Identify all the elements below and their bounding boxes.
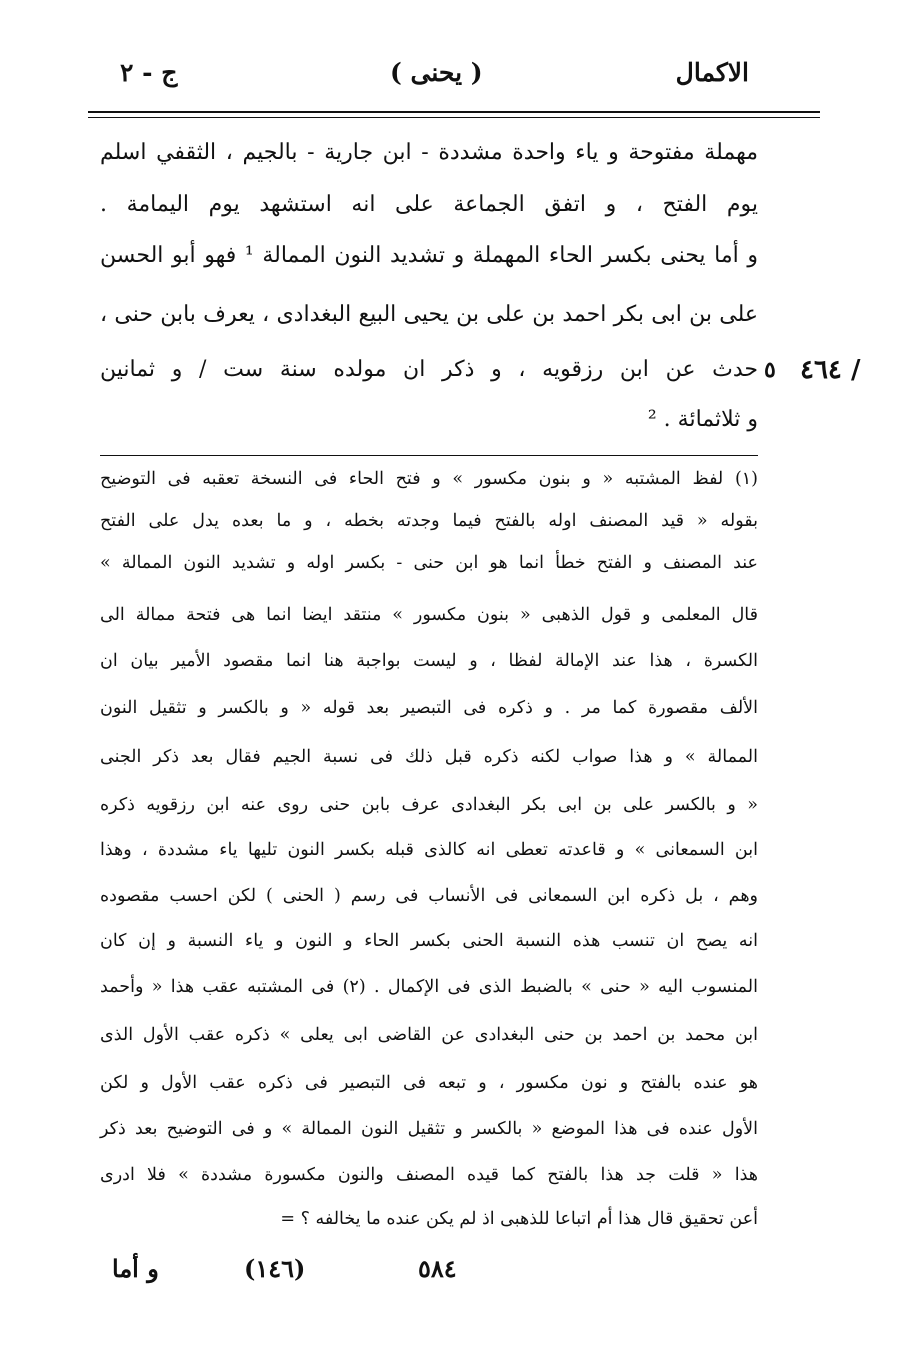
footnote-line: (١) لفظ المشتبه « و بنون مكسور » و فتح الحاء فى النسخة تعقبه فى التوضيح [100, 469, 758, 489]
header-volume: ج - ٢ [120, 58, 178, 87]
bracket-page-number: (١٤٦) [244, 1254, 306, 1283]
header-rule-thin [88, 117, 820, 118]
footnote-line: عند المصنف و الفتح خطأ انما هو ابن حنى - بكسر اوله و تشديد النون الممالة » [100, 553, 758, 573]
footnote-line: وهم ، بل ذكره ابن السمعانى فى الأنساب فى رسم ( الحنى ) لكن احسب مقصوده [100, 886, 758, 906]
footnote-line: بقوله « قيد المصنف اوله بالفتح فيما وجدته بخطه ، و ما بعده يدل على الفتح [100, 511, 758, 531]
main-text-line: حدث عن ابن رزقويه ، و ذكر ان مولده سنة ست / و ثمانين [100, 357, 758, 382]
footnote-line: الممالة » و هذا صواب لكنه ذكره قبل ذلك فى نسبة الجيم فقال بعد ذكر الجنى [100, 747, 758, 767]
margin-page-reference: ٤٦٤ / [800, 355, 861, 385]
footnote-separator [100, 455, 758, 456]
footnote-line: انه يصح ان تنسب هذه النسبة الحنى بكسر الحاء و النون و ياء النسبة و إن كان [100, 931, 758, 951]
main-text-line: على بن ابى بكر احمد بن على بن يحيى البيع البغدادى ، يعرف بابن حنى ، [100, 302, 758, 327]
footnote-line: ابن السمعانى » و قاعدته تعطى انه كالذى قبله بكسر النون تليها ياء مشددة ، وهذا [100, 840, 758, 860]
footnote-line: قال المعلمى و قول الذهبى « بنون مكسور » منتقد ايضا انما هى فتحة ممالة الى [100, 605, 758, 625]
main-text-line: و أما يحنى بكسر الحاء المهملة و تشديد النون الممالة ¹ فهو أبو الحسن [100, 243, 758, 268]
header-entry-title: ( يحنى ) [390, 58, 483, 87]
footnote-line: ابن محمد بن احمد بن حنى البغدادى عن القاضى ابى يعلى » ذكره عقب الأول الذى [100, 1025, 758, 1045]
catchword: و أما [112, 1254, 159, 1283]
footnote-line: الكسرة ، هذا عند الإمالة لفظا ، و ليست بواجبة هنا انما مقصود الأمير بيان ان [100, 651, 758, 671]
footnote-line: هو عنده بالفتح و نون مكسور ، و تبعه فى التبصير فى ذكره عقب الأول و لكن [100, 1073, 758, 1093]
main-text-line: مهملة مفتوحة و ياء واحدة مشددة - ابن جارية - بالجيم ، الثقفي اسلم [100, 140, 758, 165]
footnote-line: المنسوب اليه « حنى » بالضبط الذى فى الإكمال . (٢) فى المشتبه عقب هذا « وأحمد [100, 977, 758, 997]
footnote-line: « و بالكسر على بن ابى بكر البغدادى عرف بابن حنى روى عنه ابن رزقويه ذكره [100, 795, 758, 815]
main-text-line: و ثلاثمائة . ² [647, 407, 758, 432]
header-book-title: الاكمال [675, 58, 749, 87]
header-rule-thick [88, 111, 820, 113]
footnote-line: الأول عنده فى هذا الموضع « بالكسر و تثقيل النون الممالة » و فى التوضيح بعد ذكر [100, 1119, 758, 1139]
page-number: ٥٨٤ [418, 1254, 457, 1283]
footnote-line: هذا « قلت جد هذا بالفتح كما قيده المصنف والنون مكسورة مشددة » فلا ادرى [100, 1165, 758, 1185]
margin-line-number: ٥ [764, 357, 776, 383]
main-text-line: يوم الفتح ، و اتفق الجماعة على انه استشهد يوم اليمامة . [100, 192, 758, 217]
footnote-line: الألف مقصورة كما مر . و ذكره فى التبصير بعد قوله « و بالكسر و تثقيل النون [100, 698, 758, 718]
footnote-line: أعن تحقيق قال هذا أم اتباعا للذهبى اذ لم يكن عنده ما يخالفه ؟ = [280, 1209, 758, 1229]
